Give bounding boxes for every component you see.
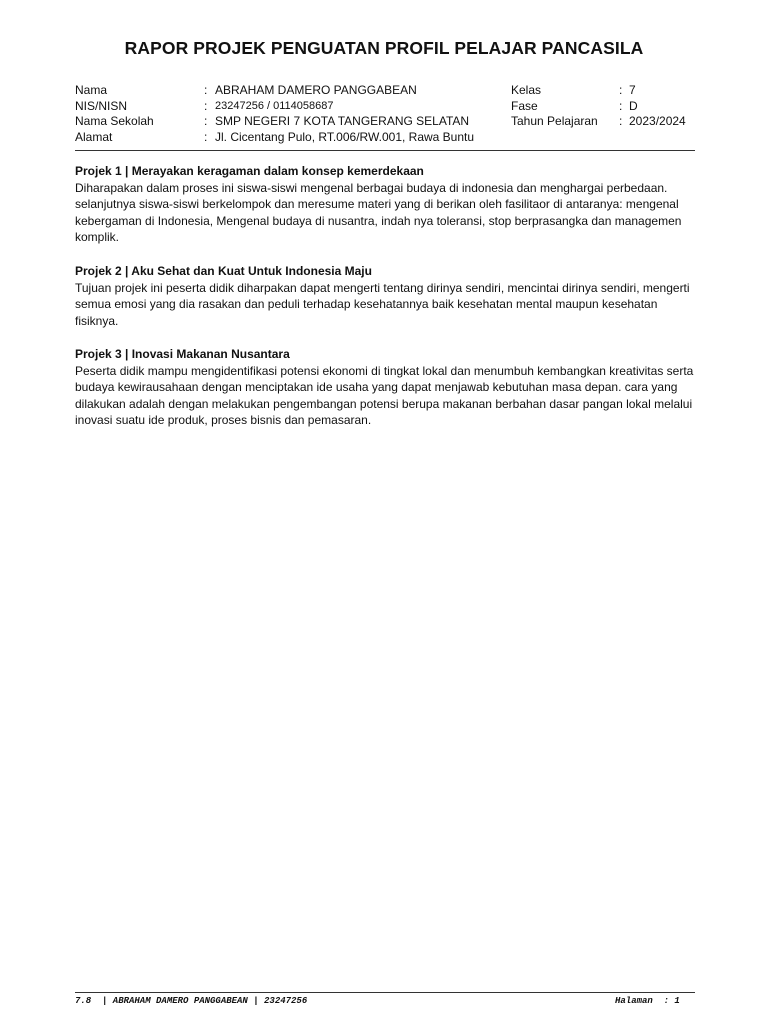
nis-colon: : [204, 98, 208, 113]
footer-student-info: 7.8 | ABRAHAM DAMERO PANGGABEAN | 23247256 [75, 996, 308, 1006]
header-divider [75, 150, 695, 151]
identity-row-address [75, 130, 695, 146]
identity-row-school [75, 114, 695, 130]
phase-label: Fase [511, 98, 538, 113]
identity-row-nis [75, 99, 695, 115]
name-colon: : [204, 83, 208, 97]
footer-page-number: Halaman : 1 [615, 996, 680, 1006]
class-label: Kelas [511, 83, 542, 97]
address-value: Jl. Cicentang Pulo, RT.006/RW.001, Rawa Buntu [215, 129, 475, 144]
project-2-description: Tujuan projek ini peserta didik diharpakan dapat mengerti tentang dirinya sendiri, mencintai dirinya sendiri, mengerti semua emosi yang dia rasakan dan peduli terhadap kesehatannya baik kesehatan mental maupun kesehatan fisiknya. [75, 280, 690, 328]
project-3-description: Peserta didik mampu mengidentifikasi potensi ekonomi di tingkat lokal dan menumbuh kembangkan kreativitas serta budaya kewirausahaan dengan menciptakan ide usaha yang dapat menjawab kebutuhan masa depan. cara yang dilakukan adalah dengan melakukan pengembangan potensi berupa makanan berbahan dasar pangan lokal melalui inovasi suatu ide produk, proses bisnis dan pemasaran. [75, 363, 694, 427]
project-1-description: Diharapakan dalam proses ini siswa-siswi mengenal berbagai budaya di indonesia dan menghargai perbedaan. selanjutnya siswa-siswi berkelompok dan meresume materi yang di berikan oleh fasilitaor di antaranya: mengenal kebergaman di Indonesia, Mengenal budaya di nusantra, indah nya toleransi, stop berprasangka dan managemen komplik. [75, 180, 682, 244]
class-colon: : [619, 83, 623, 97]
school-year-value: 2023/2024 [629, 114, 686, 128]
school-year-colon: : [619, 114, 623, 128]
address-colon: : [204, 129, 208, 144]
school-colon: : [204, 114, 208, 128]
name-value: ABRAHAM DAMERO PANGGABEAN [215, 83, 417, 97]
phase-colon: : [619, 98, 623, 113]
school-label: Nama Sekolah [75, 114, 154, 128]
student-identity-block [75, 83, 695, 145]
class-value: 7 [629, 83, 636, 97]
report-title: RAPOR PROJEK PENGUATAN PROFIL PELAJAR PANCASILA [124, 38, 644, 58]
project-2-heading: Projek 2 | Aku Sehat dan Kuat Untuk Indonesia Maju [75, 264, 372, 278]
project-section-3 [75, 346, 700, 429]
footer-divider [75, 992, 695, 993]
school-value: SMP NEGERI 7 KOTA TANGERANG SELATAN [215, 114, 470, 128]
project-section-1 [75, 163, 700, 246]
page-footer [75, 996, 695, 1010]
nis-value: 23247256 / 0114058687 [215, 99, 334, 112]
phase-value: D [629, 98, 638, 113]
project-section-2 [75, 263, 700, 329]
identity-row-name [75, 83, 695, 99]
school-year-label: Tahun Pelajaran [511, 114, 598, 128]
project-3-heading: Projek 3 | Inovasi Makanan Nusantara [75, 347, 290, 361]
project-1-heading: Projek 1 | Merayakan keragaman dalam konsep kemerdekaan [75, 164, 424, 178]
address-label: Alamat [75, 129, 113, 144]
nis-label: NIS/NISN [75, 98, 128, 113]
name-label: Nama [75, 83, 108, 97]
